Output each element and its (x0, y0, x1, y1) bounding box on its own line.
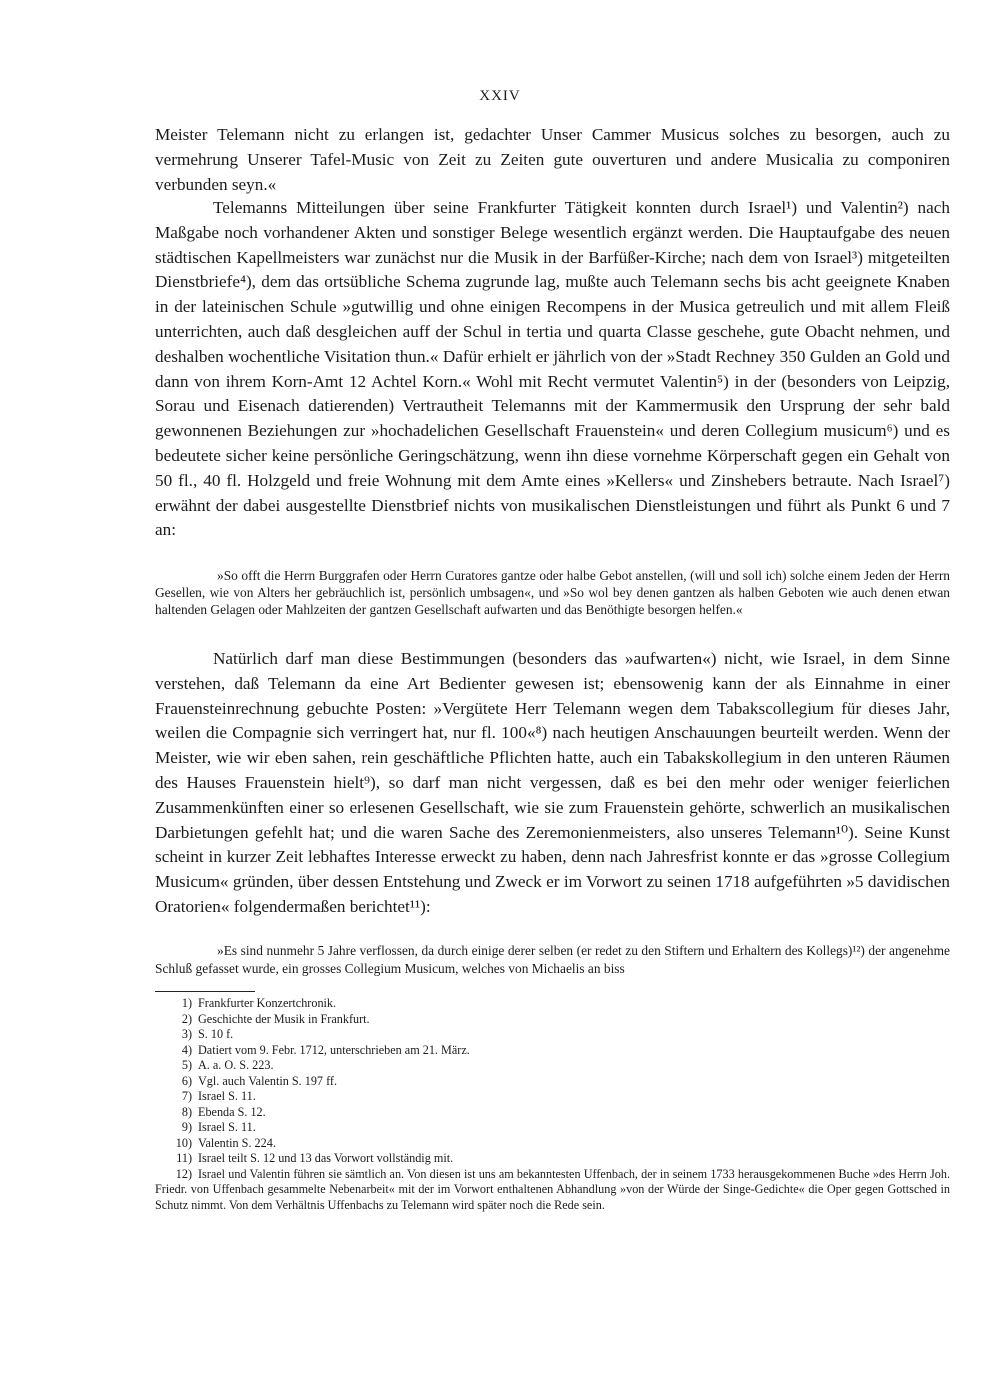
page-number: XXIV (479, 88, 521, 104)
block-quote-dienstbrief (155, 567, 950, 618)
footnote-divider (155, 991, 255, 992)
footnote-number: 12) (175, 1166, 192, 1181)
footnote-text: Israel S. 11. (198, 1120, 256, 1134)
footnote-text: Datiert vom 9. Febr. 1712, unterschrieben am 21. März. (198, 1042, 470, 1057)
footnote-text: Israel S. 11. (198, 1089, 256, 1103)
footnote-number: 1) (181, 996, 192, 1010)
footnote-number: 8) (181, 1104, 192, 1119)
footnote-text: A. a. O. S. 223. (198, 1058, 274, 1072)
footnote (155, 1043, 950, 1059)
footnote-number: 5) (181, 1058, 192, 1072)
footnote-text: Ebenda S. 12. (198, 1104, 266, 1119)
footnote-text: Valentin S. 224. (198, 1135, 276, 1150)
paragraph-frankfurt-activity (155, 196, 950, 543)
footnote-text: Israel teilt S. 12 und 13 das Vorwort vollständig mit. (198, 1151, 454, 1165)
footnote-text: Vgl. auch Valentin S. 197 ff. (198, 1073, 338, 1088)
footnote-number: 6) (181, 1073, 192, 1088)
footnote (155, 1074, 950, 1090)
footnote (155, 1058, 950, 1074)
footnote-number: 9) (181, 1120, 192, 1134)
footnote-number: 7) (181, 1089, 192, 1103)
footnote (155, 1105, 950, 1121)
quote-text: »Es sind nunmehr 5 Jahre verflossen, da durch einige derer selben (er redet zu den Stiftern und Erhaltern des Kollegs)¹²) der angenehme Schluß gefasset wurde, ein grosses Collegium Musicum, welches von Michaelis an biss (155, 943, 950, 976)
footnote-number: 10) (175, 1135, 192, 1150)
paragraph-text: Natürlich darf man diese Bestimmungen (besonders das »aufwarten«) nicht, wie Israel, in dem Sinne verstehen, daß Telemann da eine Art Bedienter gewesen ist; ebensowenig kann der als Einnahme in einer Frauensteinrechnung gebuchte Posten: »Vergütete Herr Telemann wegen dem Tabakscollegium für dieses Jahr, weilen die Compagnie sich verringert hat, nur fl. 100«⁸) nach heutigen Anschauungen beurteilt werden. Wenn der Meister, wie wir eben sahen, rein geschäftliche Pflichten hatte, auch ein Tabakskollegium in den unteren Räumen des Hauses Frauenstein hielt⁹), so darf man nicht vergessen, daß es bei den mehr oder weniger feierlichen Zusammenkünften einer so erlesenen Gesellschaft, wie sie zum Frauenstein gehörte, schwerlich an musikalischen Darbietungen gefehlt hat; und die waren Sache des Zeremonienmeisters, also unseres Telemann¹⁰). Seine Kunst scheint in kurzer Zeit lebhaftes Interesse erweckt zu haben, denn nach Jahresfrist konnte er das »grosse Collegium Musicum« gründen, über dessen Entstehung und Zweck er im Vorwort zu seinen 1718 aufgeführten »5 davidischen Oratorien« folgendermaßen berichtet¹¹): (155, 649, 950, 916)
footnote (155, 1167, 950, 1214)
footnote (155, 1120, 950, 1136)
footnote-text: Frankfurter Konzertchronik. (198, 996, 337, 1010)
paragraph-continuation (155, 123, 950, 197)
paragraph-text: Telemanns Mitteilungen über seine Frankfurter Tätigkeit konnten durch Israel¹) und Valentin²) nach Maßgabe noch vorhandener Akten und sonstiger Belege wesentlich ergänzt werden. Die Hauptaufgabe des neuen städtischen Kapellmeisters war zunächst nur die Musik in der Barfüßer-Kirche; nach dem von Israel³) mitgeteilten Dienstbriefe⁴), dem das ortsübliche Schema zugrunde lag, mußte auch Telemann sechs bis acht geeignete Knaben in der lateinischen Schule »gutwillig und ohne einigen Recompens in der Musica getreulich und mit allem Fleiß unterrichten, auch daß desgleichen auff der Schul in tertia und quarta Classe geschehe, gute Obacht nehmen, und deshalben wochentliche Visitation thun.« Dafür erhielt er jährlich von der »Stadt Rechney 350 Gulden an Gold und dann von ihrem Korn-Amt 12 Achtel Korn.« Wohl mit Recht vermutet Valentin⁵) in der (besonders von Leipzig, Sorau und Eisenach datierenden) Vertrautheit Telemanns mit der Kammermusik den Ursprung der sehr bald gewonnenen Beziehungen zur »hochadelichen Gesellschaft Frauenstein« und deren Collegium musicum⁶) und es bedeutete sicher keine persönliche Geringschätzung, wenn ihn diese vornehme Körperschaft gegen ein Gehalt von 50 fl., 40 fl. Holzgeld und freie Wohnung mit dem Amte eines »Kellers« und Zinshebers betraute. Nach Israel⁷) erwähnt der dabei ausgestellte Dienstbrief nichts von musikalischen Dienstleistungen und führt als Punkt 6 und 7 an: (155, 198, 950, 540)
footnote-number: 4) (181, 1042, 192, 1057)
footnote (155, 1089, 950, 1105)
footnote-list (155, 996, 950, 1213)
footnote-number: 3) (181, 1027, 192, 1041)
footnote-number: 11) (176, 1151, 192, 1165)
footnote-text: S. 10 f. (198, 1027, 234, 1041)
footnote (155, 1151, 950, 1167)
paragraph-collegium-musicum (155, 647, 950, 920)
footnote (155, 1012, 950, 1028)
footnote (155, 1027, 950, 1043)
footnote-text: Geschichte der Musik in Frankfurt. (198, 1011, 370, 1026)
paragraph-text: Meister Telemann nicht zu erlangen ist, gedachter Unser Cammer Musicus solches zu besorgen, auch zu vermehrung Unserer Tafel-Music von Zeit zu Zeiten gute ouverturen und andere Musicalia zu componiren verbunden seyn.« (155, 125, 950, 194)
footnote (155, 996, 950, 1012)
footnote-text: Israel und Valentin führen sie sämtlich an. Von diesen ist uns am bekanntesten Uffenbach, der in seinem 1733 herausgekommenen Buche »des Herrn Joh. Friedr. von Uffenbach gesammelte Nebenarbeit« mit der im Vorwort enthaltenen Abhandlung »von der Würde der Singe-Gedichte« die Oper gegen Gottsched in Schutz nimmt. Von dem Verhältnis Uffenbachs zu Telemann wird später noch die Rede sein. (155, 1166, 950, 1212)
footnote (155, 1136, 950, 1152)
footnote-number: 2) (181, 1011, 192, 1026)
quote-text: »So offt die Herrn Burggrafen oder Herrn Curatores gantze oder halbe Gebot anstellen, (will und soll ich) solche einem Jeden der Herrn Gesellen, wie von Alters her gebräuchlich ist, persönlich umbsagen«, und »So wol bey denen gantzen als halben Geboten wie auch denen etwan haltenden Gelagen oder Mahlzeiten der gantzen Gesellschaft aufwarten und das Benöthigte besorgen helfen.« (155, 568, 950, 618)
block-quote-oratorien-preface (155, 942, 950, 978)
